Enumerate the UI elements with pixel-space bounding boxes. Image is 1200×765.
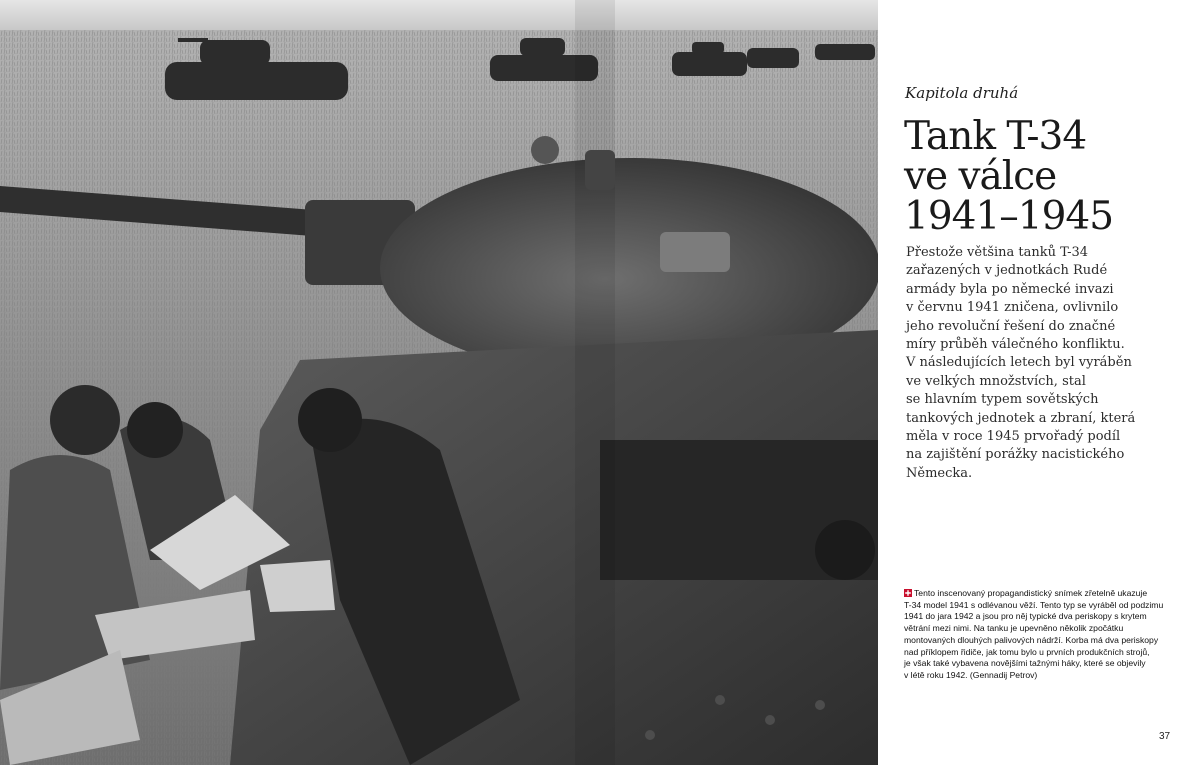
- body-line: na zajištění porážky nacistického: [906, 447, 1125, 463]
- body-line: Německa.: [906, 465, 973, 481]
- photo-caption: [904, 588, 1194, 682]
- body-line: zařazených v jednotkách Rudé: [906, 263, 1108, 279]
- caption-line: montovaných dlouhých palivových nádrží. Korba má dva periskopy: [904, 634, 1159, 645]
- caption-line: v létě roku 1942. (Gennadij Petrov): [904, 669, 1038, 680]
- body-line: míry průběh válečného konfliktu.: [906, 337, 1125, 353]
- body-line: v červnu 1941 zničena, ovlivnilo: [906, 300, 1119, 316]
- body-line: V následujících letech byl vyráběn: [906, 355, 1132, 371]
- title-line: Tank T-34: [904, 114, 1087, 159]
- body-line: ve velkých množstvích, stal: [906, 373, 1086, 389]
- book-gutter: [575, 0, 615, 765]
- caption-line: Tento inscenovaný propagandistický snímek zřetelně ukazuje: [914, 588, 1148, 598]
- text-column: [878, 0, 1200, 765]
- body-line: měla v roce 1945 prvořadý podíl: [906, 429, 1121, 445]
- body-line: tankových jednotek a zbraní, která: [906, 410, 1136, 426]
- page-number: 37: [1159, 731, 1171, 742]
- body-line: se hlavním typem sovětských: [906, 392, 1099, 408]
- body-line: armády byla po německé invazi: [906, 281, 1114, 297]
- intro-paragraph: [906, 244, 1198, 483]
- body-line: jeho revoluční řešení do značné: [906, 318, 1116, 334]
- title-line: ve válce: [904, 154, 1057, 199]
- caption-line: 1941 do jara 1942 a jsou pro něj typické dva periskopy s krytem: [904, 611, 1147, 622]
- caption-text: [904, 588, 1194, 682]
- caption-line: je však také vybavena novějšími tažnými háky, které se objevily: [904, 658, 1146, 669]
- caption-line: nad příklopem řidiče, jak tomu bylo u prvních produkčních strojů,: [904, 646, 1150, 657]
- caption-line: větrání mezi nimi. Na tanku je upevněno několik zpočátku: [904, 623, 1124, 634]
- caption-marker-icon: [904, 589, 912, 597]
- caption-line: T-34 model 1941 s odlévanou věží. Tento typ se vyráběl od podzimu: [904, 599, 1164, 610]
- body-line: Přestože většina tanků T-34: [906, 245, 1089, 260]
- chapter-title: [904, 114, 1114, 239]
- title-line: 1941–1945: [904, 194, 1114, 239]
- chapter-label: Kapitola druhá: [905, 84, 1019, 102]
